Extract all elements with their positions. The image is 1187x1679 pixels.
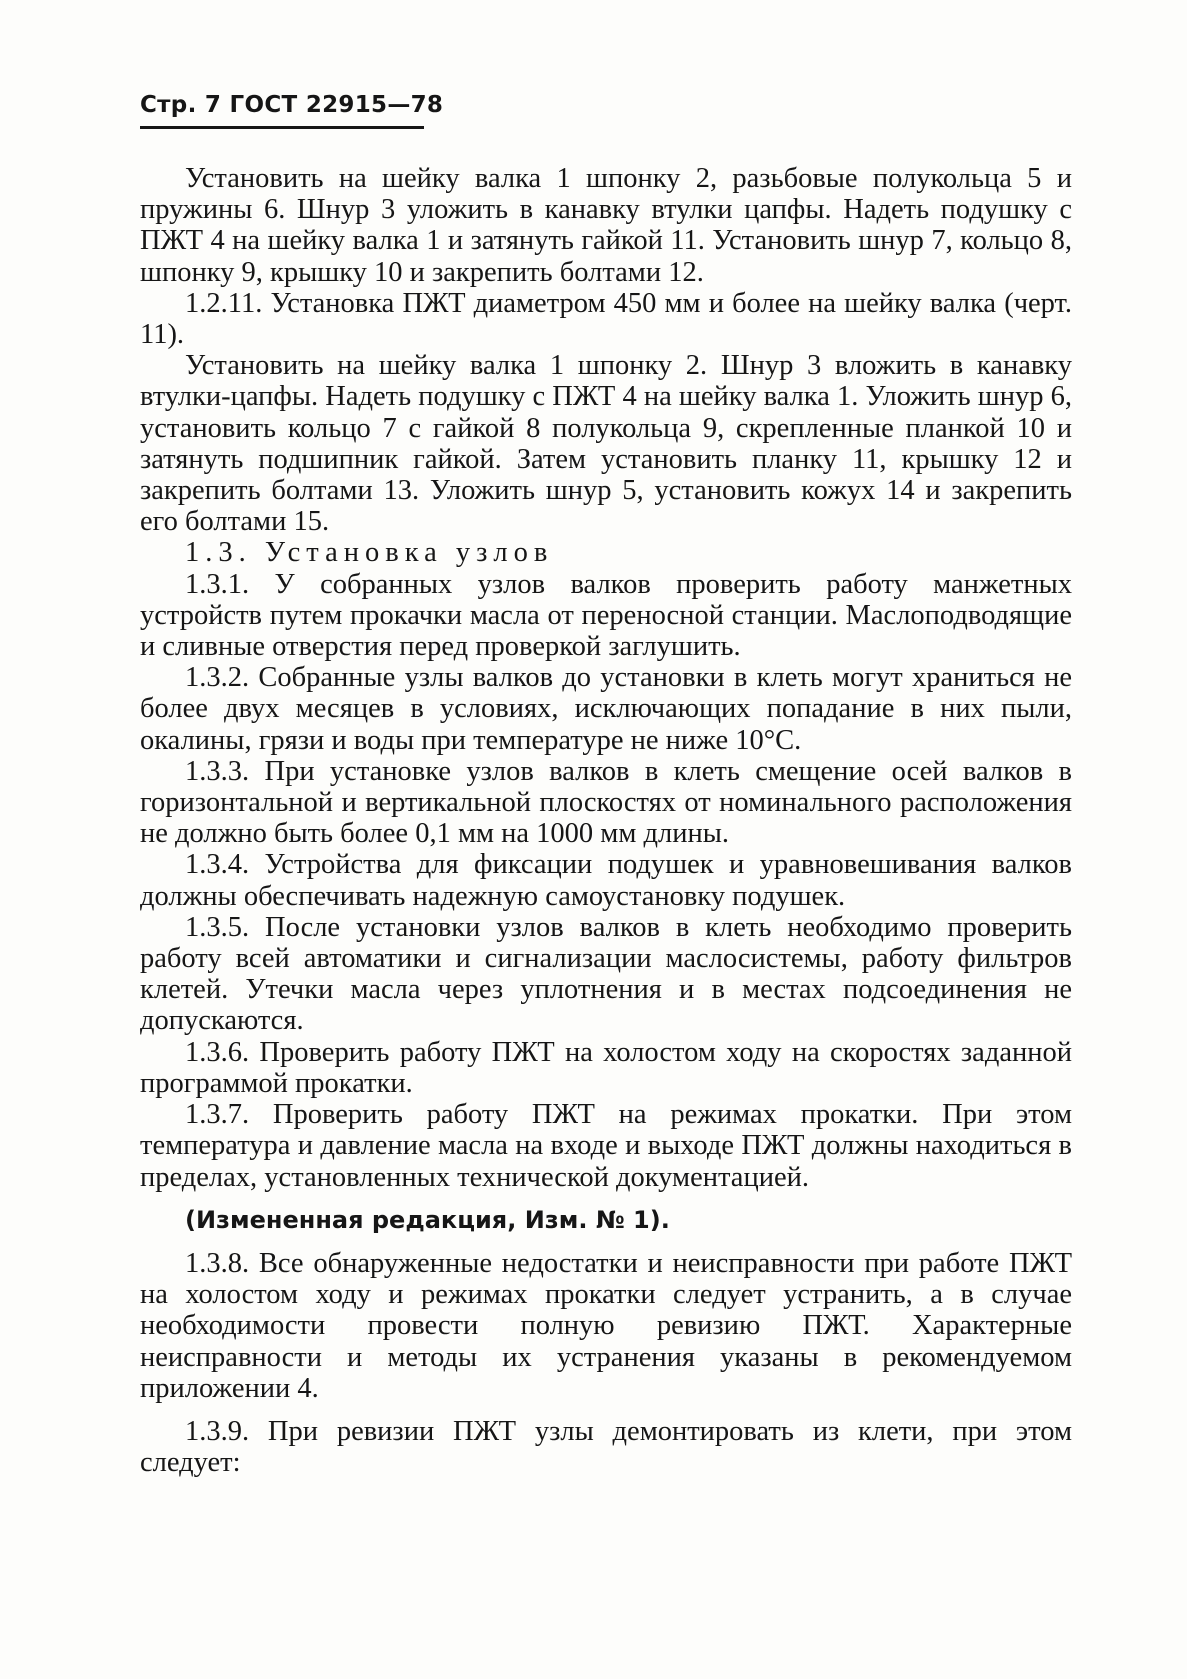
amendment-note: (Измененная редакция, Изм. № 1). <box>185 1205 670 1234</box>
paragraph-1-3-6: 1.3.6. Проверить работу ПЖТ на холостом ходу на скоростях заданной программой прокатки. <box>140 1036 1072 1099</box>
section-heading-1-3: 1.3. Установка узлов <box>185 537 554 569</box>
header-rule <box>140 126 424 129</box>
paragraph-1-3-1: 1.3.1. У собранных узлов валков проверить работу манжетных устройств путем прокачки масла от переносной станции. Маслоподводящие и сливные отверстия перед проверкой заглушить. <box>140 568 1072 663</box>
paragraph-1-3-2: 1.3.2. Собранные узлы валков до установки в клеть могут храниться не более двух месяцев в условиях, исключающих попадание в них пыли, окалины, грязи и воды при температуре не ниже 10°С. <box>140 662 1072 756</box>
paragraph-1-2-11: 1.2.11. Установка ПЖТ диаметром 450 мм и более на шейку валка (черт. 11). <box>140 287 1072 351</box>
paragraph-1-3-4: 1.3.4. Устройства для фиксации подушек и уравновешивания валков должны обеспечивать надежную самоустановку подушек. <box>140 849 1072 912</box>
document-body <box>140 163 1072 1478</box>
paragraph-1-3-7: 1.3.7. Проверить работу ПЖТ на режимах прокатки. При этом температура и давление масла на входе и выходе ПЖТ должны находиться в пределах, установленных технической документацией. <box>140 1099 1072 1193</box>
paragraph-1-3-8: 1.3.8. Все обнаруженные недостатки и неисправности при работе ПЖТ на холостом ходу и режимах прокатки следует устранить, а в случае необходимости провести полную ревизию ПЖТ. Характерные неисправности и методы их устранения указаны в рекомендуемом приложении 4. <box>140 1247 1072 1404</box>
paragraph-installation-steps: Установить на шейку валка 1 шпонку 2. Шнур 3 вложить в канавку втулки-цапфы. Надеть подушку с ПЖТ 4 на шейку валка 1. Уложить шнур 6, установить кольцо 7 с гайкой 8 полукольца 9, скрепленные планкой 10 и затянуть подшипник гайкой. Затем установить планку 11, крышку 12 и закрепить болтами 13. Уложить шнур 5, установить кожух 14 и закрепить его болтами 15. <box>140 350 1072 538</box>
page-header: Стр. 7 ГОСТ 22915—78 <box>140 92 444 118</box>
paragraph-roll-assembly: Установить на шейку валка 1 шпонку 2, разьбовые полукольца 5 и пружины 6. Шнур 3 уложить в канавку втулки цапфы. Надеть подушку с ПЖТ 4 на шейку валка 1 и затянуть гайкой 11. Установить шнур 7, кольцо 8, шпонку 9, крышку 10 и закрепить болтами 12. <box>140 163 1072 288</box>
paragraph-1-3-5: 1.3.5. После установки узлов валков в клеть необходимо проверить работу всей автоматики и сигнализации маслосистемы, работу фильтров клетей. Утечки масла через уплотнения и в местах подсоединения не допускаются. <box>140 911 1072 1037</box>
paragraph-1-3-3: 1.3.3. При установке узлов валков в клеть смещение осей валков в горизонтальной и вертикальной плоскостях от номинального расположения не должно быть более 0,1 мм на 1000 мм длины. <box>140 755 1072 850</box>
paragraph-1-3-9: 1.3.9. При ревизии ПЖТ узлы демонтировать из клети, при этом следует: <box>140 1415 1072 1479</box>
